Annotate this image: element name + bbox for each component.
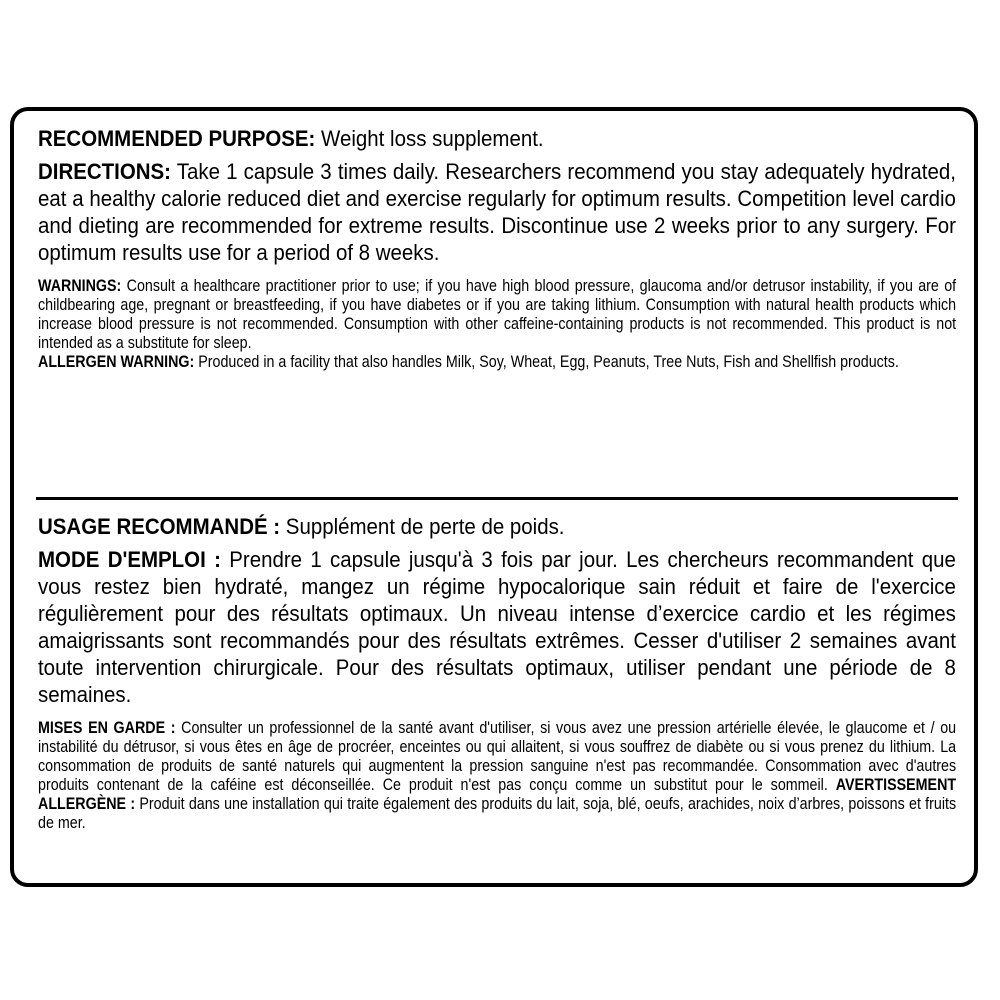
allergen-warning-text: Produced in a facility that also handles Milk, Soy, Wheat, Egg, Peanuts, Tree Nuts, Fish and Shellfish products. xyxy=(194,352,899,371)
usage-recommande-heading: USAGE RECOMMANDÉ : xyxy=(38,514,281,539)
mises-en-garde-text: Consulter un professionnel de la santé avant d'utiliser, si vous avez une pression artérielle élevée, le glaucome et / ou instabilité du détrusor, si vous êtes en âge de procréer, enceintes ou qui allaitent, si vous souffrez de diabète ou si vous prenez du lithium. La consommation de produits de santé naturels qui augmentent la pression sanguine n'est pas recommandée. Consommation avec d'autres produits contenant de la caféine est déconseillée. Ce produit n'est pas conçu comme un substitut pour le sommeil. xyxy=(38,718,957,794)
recommended-purpose xyxy=(38,125,956,152)
mises-en-garde-heading: MISES EN GARDE : xyxy=(38,718,176,737)
mode-d-emploi-text: Prendre 1 capsule jusqu'à 3 fois par jour. Les chercheurs recommandent que vous restez bien hydraté, mangez un régime hypocalorique sain réduit et faire de l'exercice régulièrement pour des résultats optimaux. Un niveau intense d’exercice cardio et les régimes amaigrissants sont recommandés pour des résultats extrêmes. Cesser d'utiliser 2 semaines avant toute intervention chirurgicale. Pour des résultats optimaux, utiliser pendant une période de 8 semaines. xyxy=(38,547,956,707)
warnings-text: Consult a healthcare practitioner prior to use; if you have high blood pressure, glaucoma and/or detrusor instability, if you are of childbearing age, pregnant or breastfeeding, if you have diabetes or if you are taking lithium. Consumption with natural health products which increase blood pressure is not recommended. Consumption with other caffeine-containing products is not recommended. This product is not intended as a substitute for sleep. xyxy=(38,276,957,352)
mode-d-emploi-heading: MODE D'EMPLOI : xyxy=(38,547,221,572)
language-divider xyxy=(36,497,958,500)
warnings-heading: WARNINGS: xyxy=(38,276,122,295)
usage-recommande-text: Supplément de perte de poids. xyxy=(280,514,565,539)
french-section xyxy=(38,513,956,832)
usage-recommande xyxy=(38,513,956,540)
avertissement-allergene-heading: AVERTISSEMENT ALLERGÈNE : xyxy=(38,775,957,813)
avertissement-allergene-text: Produit dans une installation qui traite également des produits du lait, soja, blé, oeufs, arachides, noix d’arbres, poissons et fruits de mer. xyxy=(38,794,957,832)
label-panel xyxy=(10,107,978,887)
directions-text: Take 1 capsule 3 times daily. Researchers recommend you stay adequately hydrated, eat a healthy calorie reduced diet and exercise regularly for optimum results. Competition level cardio and dieting are recommended for extreme results. Discontinue use 2 weeks prior to any surgery. For optimum results use for a period of 8 weeks. xyxy=(38,159,956,265)
english-section xyxy=(38,125,956,371)
allergen-warning-heading: ALLERGEN WARNING: xyxy=(38,352,195,371)
recommended-purpose-heading: RECOMMENDED PURPOSE: xyxy=(38,126,316,151)
directions-heading: DIRECTIONS: xyxy=(38,159,171,184)
mode-d-emploi xyxy=(38,546,956,708)
warnings xyxy=(38,276,956,371)
recommended-purpose-text: Weight loss supplement. xyxy=(315,126,544,151)
mises-en-garde xyxy=(38,718,956,832)
directions xyxy=(38,158,956,266)
